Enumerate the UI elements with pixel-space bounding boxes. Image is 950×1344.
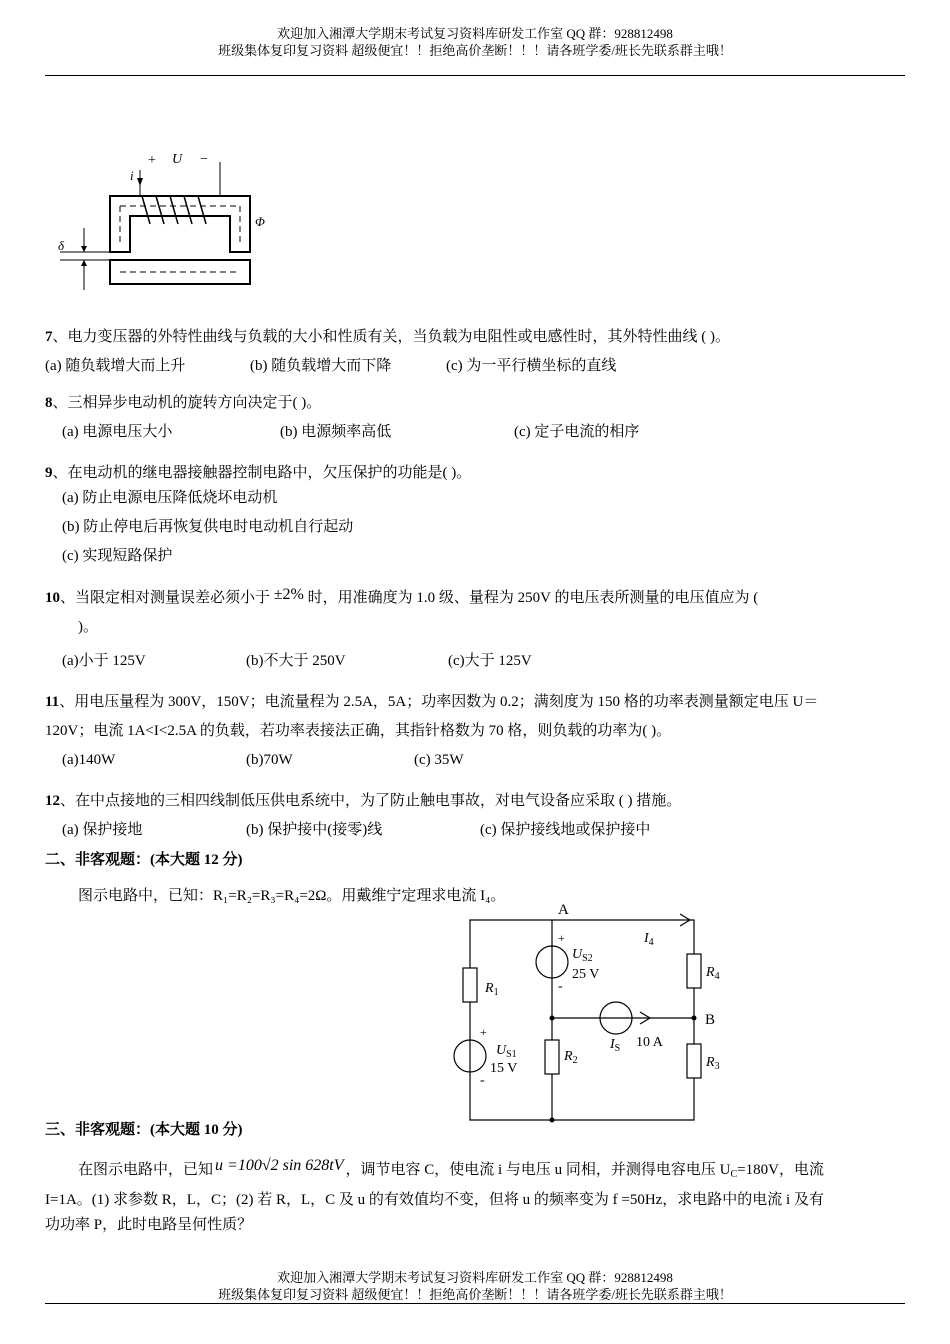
section-3-title: 三、非客观题：(本大题 10 分): [45, 1122, 243, 1138]
section-3-line-3: 功功率 P，此时电路呈何性质？: [45, 1217, 253, 1233]
node-b-label: B: [705, 1012, 716, 1028]
question-11: 11、用电压量程为 300V，150V；电流量程为 2.5A，5A；功率因数为 0.2；满刻度为 150 格的功率表测量额定电压 U＝: [45, 694, 819, 710]
current-label: i: [130, 168, 134, 183]
header-line-2: 班级集体复印复习资料 超级便宜！！拒绝高价垄断！！！请各班学委/班长先联系群主哦！: [218, 43, 732, 58]
is-label: $I_S$: [610, 1037, 621, 1054]
flux-label: Φ: [255, 214, 265, 229]
q12-option-b: (b) 保护接中(接零)线: [246, 822, 383, 838]
q11-option-b: (b)70W: [246, 752, 293, 768]
plus-label: +: [148, 153, 156, 168]
us2-minus: -: [558, 979, 563, 994]
q9-option-a: (a) 防止电源电压降低烧坏电动机: [62, 490, 278, 506]
question-8: 8、三相异步电动机的旋转方向决定于( )。: [45, 395, 322, 411]
footer-rule: [45, 1303, 905, 1304]
circuit-diagram: [440, 898, 740, 1128]
q11-option-a: (a)140W: [62, 752, 116, 768]
question-12: 12、在中点接地的三相四线制低压供电系统中，为了防止触电事故，对电气设备应采取 ( ) 措施。: [45, 793, 682, 809]
us1-value: 15 V: [490, 1061, 518, 1076]
q8-option-b: (b) 电源频率高低: [280, 424, 392, 440]
us1-plus: +: [480, 1025, 487, 1039]
question-9: 9、在电动机的继电器接触器控制电路中，欠压保护的功能是( )。: [45, 465, 472, 481]
q10-option-a: (a)小于 125V: [62, 653, 146, 669]
section-2-text: 图示电路中，已知：R₁=R₂=R₃=R₄=2Ω。用戴维宁定理求电流 I₄。: [78, 888, 506, 904]
us1-label: $U_{S1}$: [496, 1043, 517, 1060]
header-rule: [45, 75, 905, 76]
minus-label: −: [200, 152, 208, 167]
section-3-line-2: I=1A。(1) 求参数 R，L，C；(2) 若 R，L，C 及 u 的有效值均不变，但将 u 的频率变为 f =50Hz，求电路中的电流 i 及有: [45, 1192, 824, 1208]
gap-label: δ: [58, 238, 65, 253]
section-2-title: 二、非客观题：(本大题 12 分): [45, 852, 243, 868]
is-value: 10 A: [636, 1035, 663, 1050]
r1-label: $R_1$: [485, 981, 499, 998]
header-line-1: 欢迎加入湘潭大学期末考试复习资料库研发工作室 QQ 群：928812498: [277, 26, 673, 41]
q12-option-c: (c) 保护接线地或保护接中: [480, 822, 651, 838]
question-10: 10、当限定相对测量误差必须小于 ±2% 时，用准确度为 1.0 级、量程为 250V 的电压表所测量的电压值应为 (: [45, 586, 759, 606]
us2-label: $U_{S2}$: [572, 947, 593, 964]
q7-option-b: (b) 随负载增大而下降: [250, 358, 392, 374]
section-3-line-1: 在图示电路中，已知 u =100√2 sin 628tV ，调节电容 C，使电流 i 与电压 u 同相，并测得电容电压 $U_C=180V$，电流: [78, 1157, 824, 1180]
q10-option-c: (c)大于 125V: [448, 653, 532, 669]
footer-line-1: 欢迎加入湘潭大学期末考试复习资料库研发工作室 QQ 群：928812498: [277, 1270, 673, 1285]
r3-label: $R_3$: [706, 1055, 720, 1072]
us2-plus: +: [558, 931, 565, 945]
q10-option-b: (b)不大于 250V: [246, 653, 346, 669]
r2-label: $R_2$: [564, 1049, 578, 1066]
footer-line-2: 班级集体复印复习资料 超级便宜！！拒绝高价垄断！！！请各班学委/班长先联系群主哦！: [218, 1287, 732, 1302]
question-7: 7、电力变压器的外特性曲线与负载的大小和性质有关，当负载为电阻性或电感性时，其外特性曲线 ( )。: [45, 329, 730, 345]
q7-option-a: (a) 随负载增大而上升: [45, 358, 186, 374]
us1-minus: -: [480, 1073, 485, 1088]
q12-option-a: (a) 保护接地: [62, 822, 143, 838]
q9-option-c: (c) 实现短路保护: [62, 548, 173, 564]
us2-value: 25 V: [572, 967, 600, 982]
voltage-label: U: [172, 152, 183, 167]
q8-option-a: (a) 电源电压大小: [62, 424, 173, 440]
i4-label: $I_4$: [644, 931, 654, 948]
q7-option-c: (c) 为一平行横坐标的直线: [446, 358, 617, 374]
q10-continuation: )。: [78, 619, 98, 635]
q9-option-b: (b) 防止停电后再恢复供电时电动机自行起动: [62, 519, 354, 535]
electromagnet-figure: [50, 148, 270, 298]
q8-option-c: (c) 定子电流的相序: [514, 424, 640, 440]
node-a-label: A: [558, 902, 569, 918]
r4-label: $R_4$: [706, 965, 720, 982]
q11-line-2: 120V；电流 1A<I<2.5A 的负载，若功率表接法正确，其指针格数为 70 格，则负载的功率为( )。: [45, 723, 672, 739]
q11-option-c: (c) 35W: [414, 752, 464, 768]
